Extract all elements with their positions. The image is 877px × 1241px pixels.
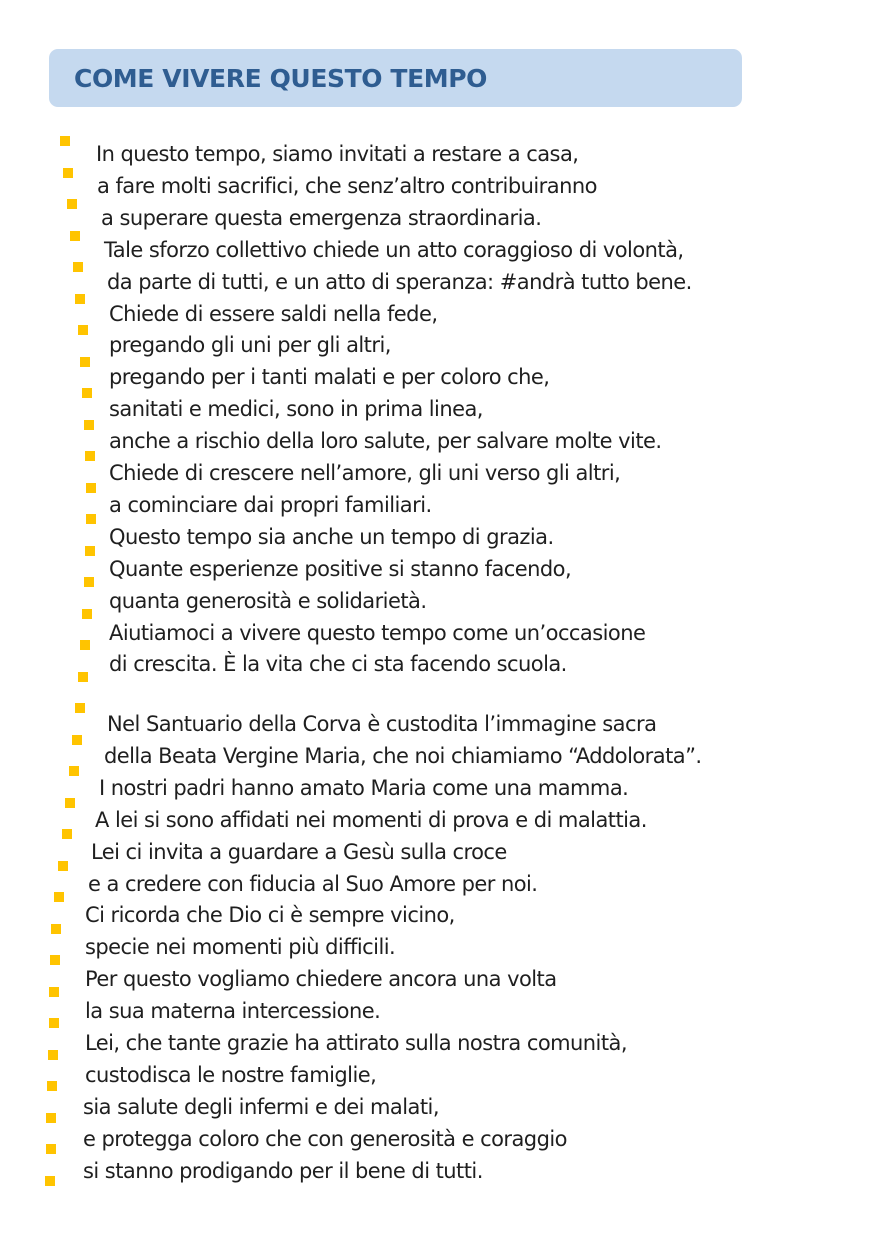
text-line: custodisca le nostre famiglie, [85,1063,377,1087]
yellow-dot [45,1176,55,1186]
yellow-dot [78,325,88,335]
yellow-dot [80,357,90,367]
text-line: Quante esperienze positive si stanno facendo, [109,557,572,581]
yellow-dot [86,483,96,493]
section-header [49,49,742,107]
text-line: Chiede di crescere nell’amore, gli uni verso gli altri, [109,461,621,485]
text-line: specie nei momenti più difficili. [85,935,396,959]
yellow-dot [84,420,94,430]
yellow-dot [67,199,77,209]
yellow-dot [47,1081,57,1091]
text-line: Ci ricorda che Dio ci è sempre vicino, [85,903,455,927]
text-line: Per questo vogliamo chiedere ancora una volta [85,967,557,991]
text-line: anche a rischio della loro salute, per salvare molte vite. [109,429,662,453]
text-line: Aiutiamoci a vivere questo tempo come un’occasione [109,621,646,645]
text-line: Nel Santuario della Corva è custodita l’immagine sacra [107,712,657,736]
yellow-dot [48,1050,58,1060]
yellow-dot [60,136,70,146]
text-line: la sua materna intercessione. [85,999,381,1023]
text-line: della Beata Vergine Maria, che noi chiamiamo “Addolorata”. [104,744,702,768]
yellow-dot [62,829,72,839]
text-line: pregando gli uni per gli altri, [109,333,391,357]
yellow-dot [75,294,85,304]
yellow-dot [51,924,61,934]
yellow-dot [78,672,88,682]
yellow-dot [86,514,96,524]
text-line: Lei ci invita a guardare a Gesù sulla croce [91,840,507,864]
yellow-dot [46,1144,56,1154]
yellow-dot [70,231,80,241]
text-line: a cominciare dai propri familiari. [109,493,432,517]
text-line: I nostri padri hanno amato Maria come una mamma. [99,776,629,800]
yellow-dot [65,798,75,808]
text-line: Lei, che tante grazie ha attirato sulla nostra comunità, [85,1031,627,1055]
yellow-dot [82,388,92,398]
text-line: e a credere con fiducia al Suo Amore per noi. [88,872,538,896]
yellow-dot [85,546,95,556]
yellow-dot [82,609,92,619]
yellow-dot [54,892,64,902]
yellow-dot [49,1018,59,1028]
text-line: sia salute degli infermi e dei malati, [83,1095,439,1119]
yellow-dot [46,1113,56,1123]
yellow-dot [63,168,73,178]
yellow-dot [69,766,79,776]
yellow-dot [84,577,94,587]
text-line: pregando per i tanti malati e per coloro che, [109,365,550,389]
text-line: di crescita. È la vita che ci sta facendo scuola. [109,652,567,676]
yellow-dot [75,703,85,713]
yellow-dot [58,861,68,871]
text-line: si stanno prodigando per il bene di tutti. [83,1159,483,1183]
text-line: Questo tempo sia anche un tempo di grazia. [109,525,554,549]
text-line: quanta generosità e solidarietà. [109,589,427,613]
text-line: sanitati e medici, sono in prima linea, [109,397,483,421]
text-line: e protegga coloro che con generosità e coraggio [83,1127,567,1151]
text-line: a fare molti sacrifici, che senz’altro contribuiranno [97,174,597,198]
section-title: COME VIVERE QUESTO TEMPO [74,63,487,93]
text-line: Tale sforzo collettivo chiede un atto coraggioso di volontà, [104,238,684,262]
text-line: In questo tempo, siamo invitati a restare a casa, [96,142,579,166]
text-line: da parte di tutti, e un atto di speranza: #andrà tutto bene. [107,270,692,294]
yellow-dot [85,451,95,461]
yellow-dot [80,640,90,650]
yellow-dot [73,262,83,272]
yellow-dot [72,735,82,745]
text-line: a superare questa emergenza straordinaria. [101,206,542,230]
yellow-dot [50,955,60,965]
yellow-dot [49,987,59,997]
text-line: Chiede di essere saldi nella fede, [109,302,438,326]
text-line: A lei si sono affidati nei momenti di prova e di malattia. [95,808,647,832]
